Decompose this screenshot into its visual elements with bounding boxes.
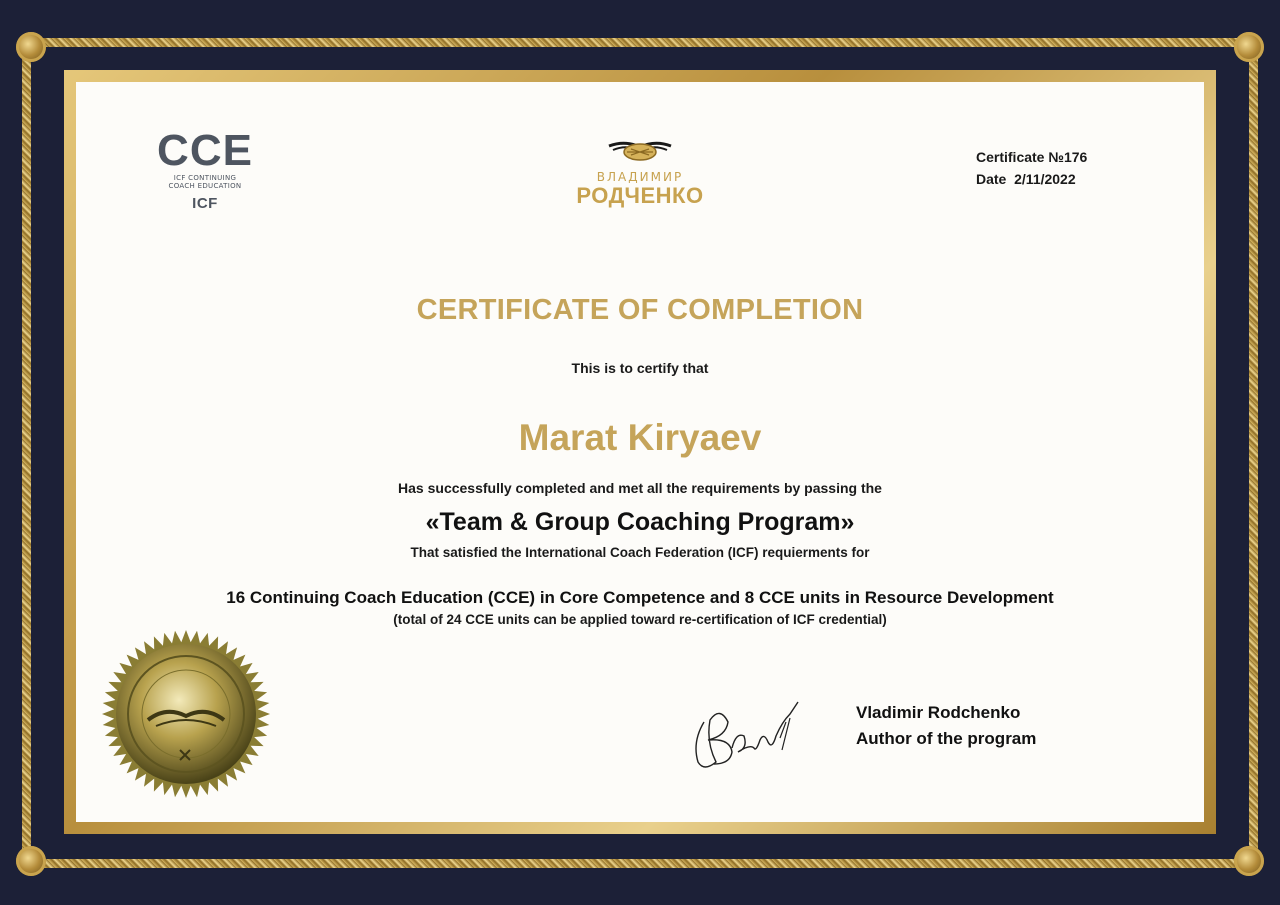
signature-icon — [686, 692, 810, 776]
signer-name: Vladimir Rodchenko — [856, 703, 1021, 722]
total-units-line: (total of 24 CCE units can be applied toward re-certification of ICF credential) — [393, 612, 887, 627]
completed-line: Has successfully completed and met all the requirements by passing the — [398, 480, 882, 496]
certificate-number: Certificate №176 — [976, 149, 1088, 165]
cce-logo-subtitle-1: ICF CONTINUING — [173, 174, 237, 182]
cce-logo-subtitle-2: COACH EDUCATION — [168, 182, 242, 190]
cce-logo — [150, 128, 260, 212]
handshake-emblem-icon — [605, 138, 675, 164]
satisfied-line: That satisfied the International Coach Federation (ICF) requierments for — [410, 545, 870, 560]
certificate-meta — [976, 146, 1087, 190]
signer-role: Author of the program — [856, 729, 1037, 748]
gold-seal-icon — [96, 628, 276, 800]
rope-knot-bottom-right — [1234, 846, 1264, 876]
brand-first-name: ВЛАДИМИР — [596, 170, 684, 184]
units-line: 16 Continuing Coach Education (CCE) in Core Competence and 8 CCE units in Resource Development — [226, 588, 1054, 607]
certificate-title: CERTIFICATE OF COMPLETION — [416, 294, 864, 326]
rope-knot-top-right — [1234, 32, 1264, 62]
brand-logo — [565, 138, 715, 208]
recipient-name: Marat Kiryaev — [518, 417, 762, 458]
program-name: «Team & Group Coaching Program» — [425, 508, 855, 536]
rope-knot-top-left — [16, 32, 46, 62]
certify-line: This is to certify that — [571, 360, 709, 376]
brand-last-name: РОДЧЕНКО — [576, 183, 704, 208]
rope-knot-bottom-left — [16, 846, 46, 876]
signer-block — [856, 700, 1036, 752]
icf-logo: ICF — [192, 195, 218, 212]
certificate-date: Date 2/11/2022 — [976, 171, 1076, 187]
cce-logo-mark: CCE — [157, 126, 253, 175]
